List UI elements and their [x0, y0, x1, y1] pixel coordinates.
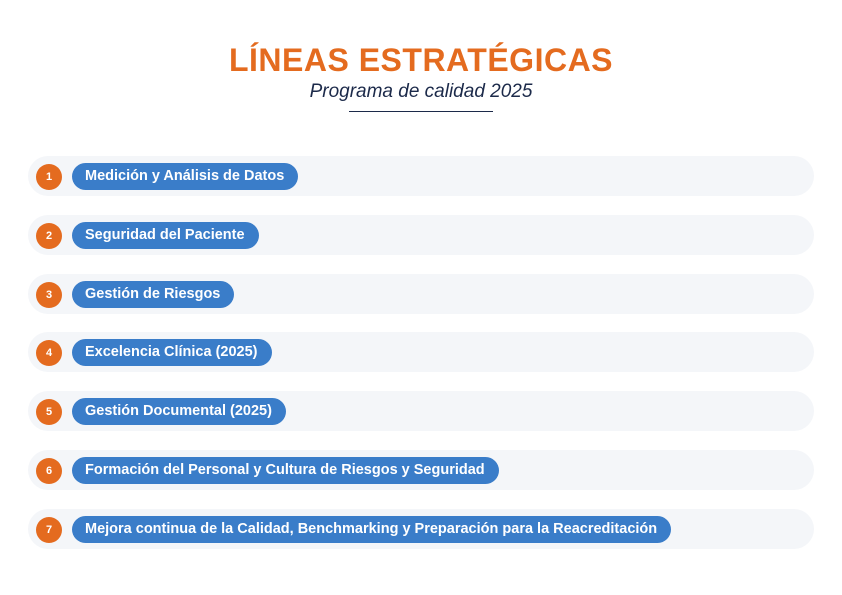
line-label: Seguridad del Paciente: [72, 222, 259, 249]
line-number-badge: 7: [36, 517, 62, 543]
page-title: LÍNEAS ESTRATÉGICAS: [228, 42, 614, 78]
subtitle-underline: [349, 111, 493, 112]
line-number-badge: 3: [36, 282, 62, 308]
line-number-badge: 1: [36, 164, 62, 190]
line-label: Gestión de Riesgos: [72, 281, 234, 308]
line-label: Medición y Análisis de Datos: [72, 163, 298, 190]
strategic-line-row: [28, 332, 814, 372]
strategic-line-row: [28, 450, 814, 490]
strategic-lines-list: [28, 156, 814, 568]
line-number-badge: 6: [36, 458, 62, 484]
line-label: Mejora continua de la Calidad, Benchmarking y Preparación para la Reacreditación: [72, 516, 671, 543]
header: [0, 40, 842, 112]
strategic-line-row: [28, 215, 814, 255]
strategic-line-row: [28, 391, 814, 431]
line-number-badge: 4: [36, 340, 62, 366]
line-label: Excelencia Clínica (2025): [72, 339, 272, 366]
strategic-line-row: [28, 509, 814, 549]
line-label: Gestión Documental (2025): [72, 398, 286, 425]
strategic-line-row: [28, 274, 814, 314]
line-number-badge: 5: [36, 399, 62, 425]
strategic-line-row: [28, 156, 814, 196]
page-subtitle: Programa de calidad 2025: [309, 81, 533, 102]
line-label: Formación del Personal y Cultura de Riesgos y Seguridad: [72, 457, 499, 484]
line-number-badge: 2: [36, 223, 62, 249]
